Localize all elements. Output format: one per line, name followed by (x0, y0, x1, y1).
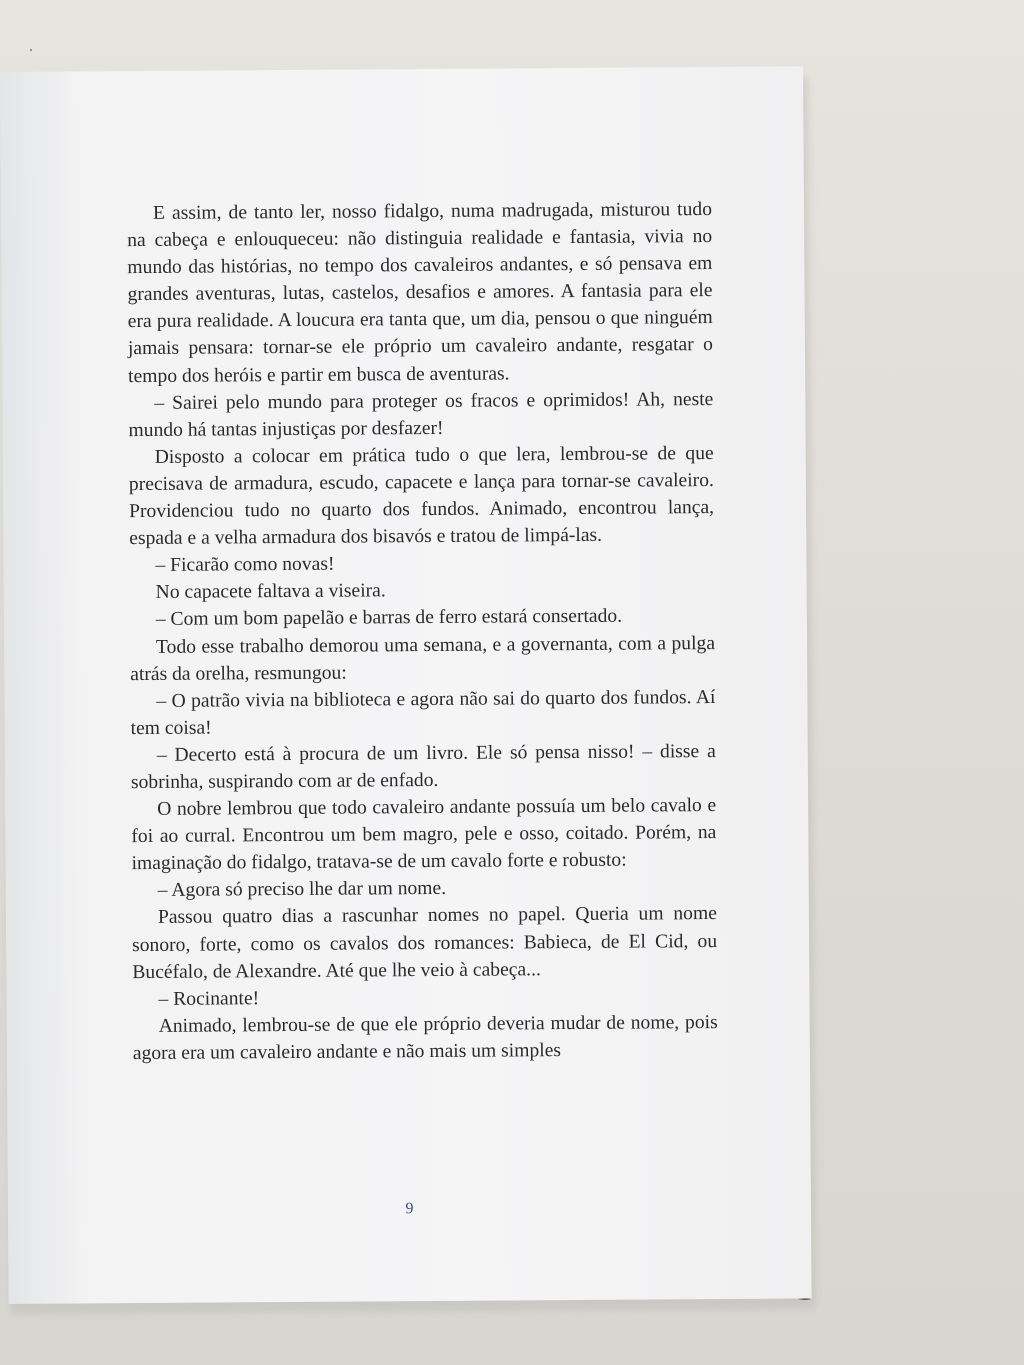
paragraph: – Rocinante! (158, 987, 260, 1010)
paragraph: – O patrão vivia na biblioteca e agora não sai do quarto dos fundos. Aí tem coisa! (130, 686, 716, 739)
paragraph: – Agora só preciso lhe dar um nome. (157, 878, 447, 902)
paragraph: Todo esse trabalho demorou uma semana, e a governanta, com a pulga atrás da orelha, resmungou: (130, 632, 716, 685)
paragraph: Animado, lembrou-se de que ele próprio deveria mudar de nome, pois agora era um cavaleiro andante e não mais um simples (132, 1011, 718, 1065)
dust-speck (30, 49, 32, 51)
paragraph: E assim, de tanto ler, nosso fidalgo, numa madrugada, misturou tudo na cabeça e enlouqueceu: não distinguia realidade e fantasia, vivia no mundo das histórias, no tempo dos cavaleiros andantes, e só pensava em grandes aventuras, lutas, castelos, desafios e amores. A fantasia para ele era pura realidade. A loucura era tanta que, um dia, pensou o que ninguém jamais pensara: tornar-se ele próprio um cavaleiro andante, resgatar o tempo dos heróis e partir em busca de aventuras. (127, 199, 713, 387)
paragraph: – Com um bom papelão e barras de ferro estará consertado. (155, 606, 623, 631)
paragraph: O nobre lembrou que todo cavaleiro andante possuía um belo cavalo e foi ao curral. Encontrou um bem magro, pele e osso, coitado. Porém, na imaginação do fidalgo, tratava-se de um cavalo forte e robusto: (131, 795, 717, 875)
page-number: 9 (405, 1200, 414, 1218)
paragraph: – Ficarão como novas! (155, 553, 335, 577)
paragraph: Passou quatro dias a rascunhar nomes no papel. Queria um nome sonoro, forte, como os cavalos dos romances: Babieca, de El Cid, ou Bucéfalo, de Alexandre. Até que lhe veio à cabeça... (132, 903, 718, 983)
paragraph: – Sairei pelo mundo para proteger os fracos e oprimidos! Ah, neste mundo há tantas injustiças por desfazer! (128, 388, 714, 441)
page-text (127, 196, 718, 1067)
paragraph: – Decerto está à procura de um livro. Ele só pensa nisso! – disse a sobrinha, suspirando com ar de enfado. (130, 740, 716, 794)
paragraph: Disposto a colocar em prática tudo o que lera, lembrou-se de que precisava de armadura, escudo, capacete e lança para tornar-se cavaleiro. Providenciou tudo no quarto dos fundos. Animado, encontrou lança, espada e a velha armadura dos bisavós e tratou de limpá-las. (128, 442, 715, 550)
paragraph: No capacete faltava a viseira. (155, 580, 386, 604)
book-page (0, 66, 812, 1304)
